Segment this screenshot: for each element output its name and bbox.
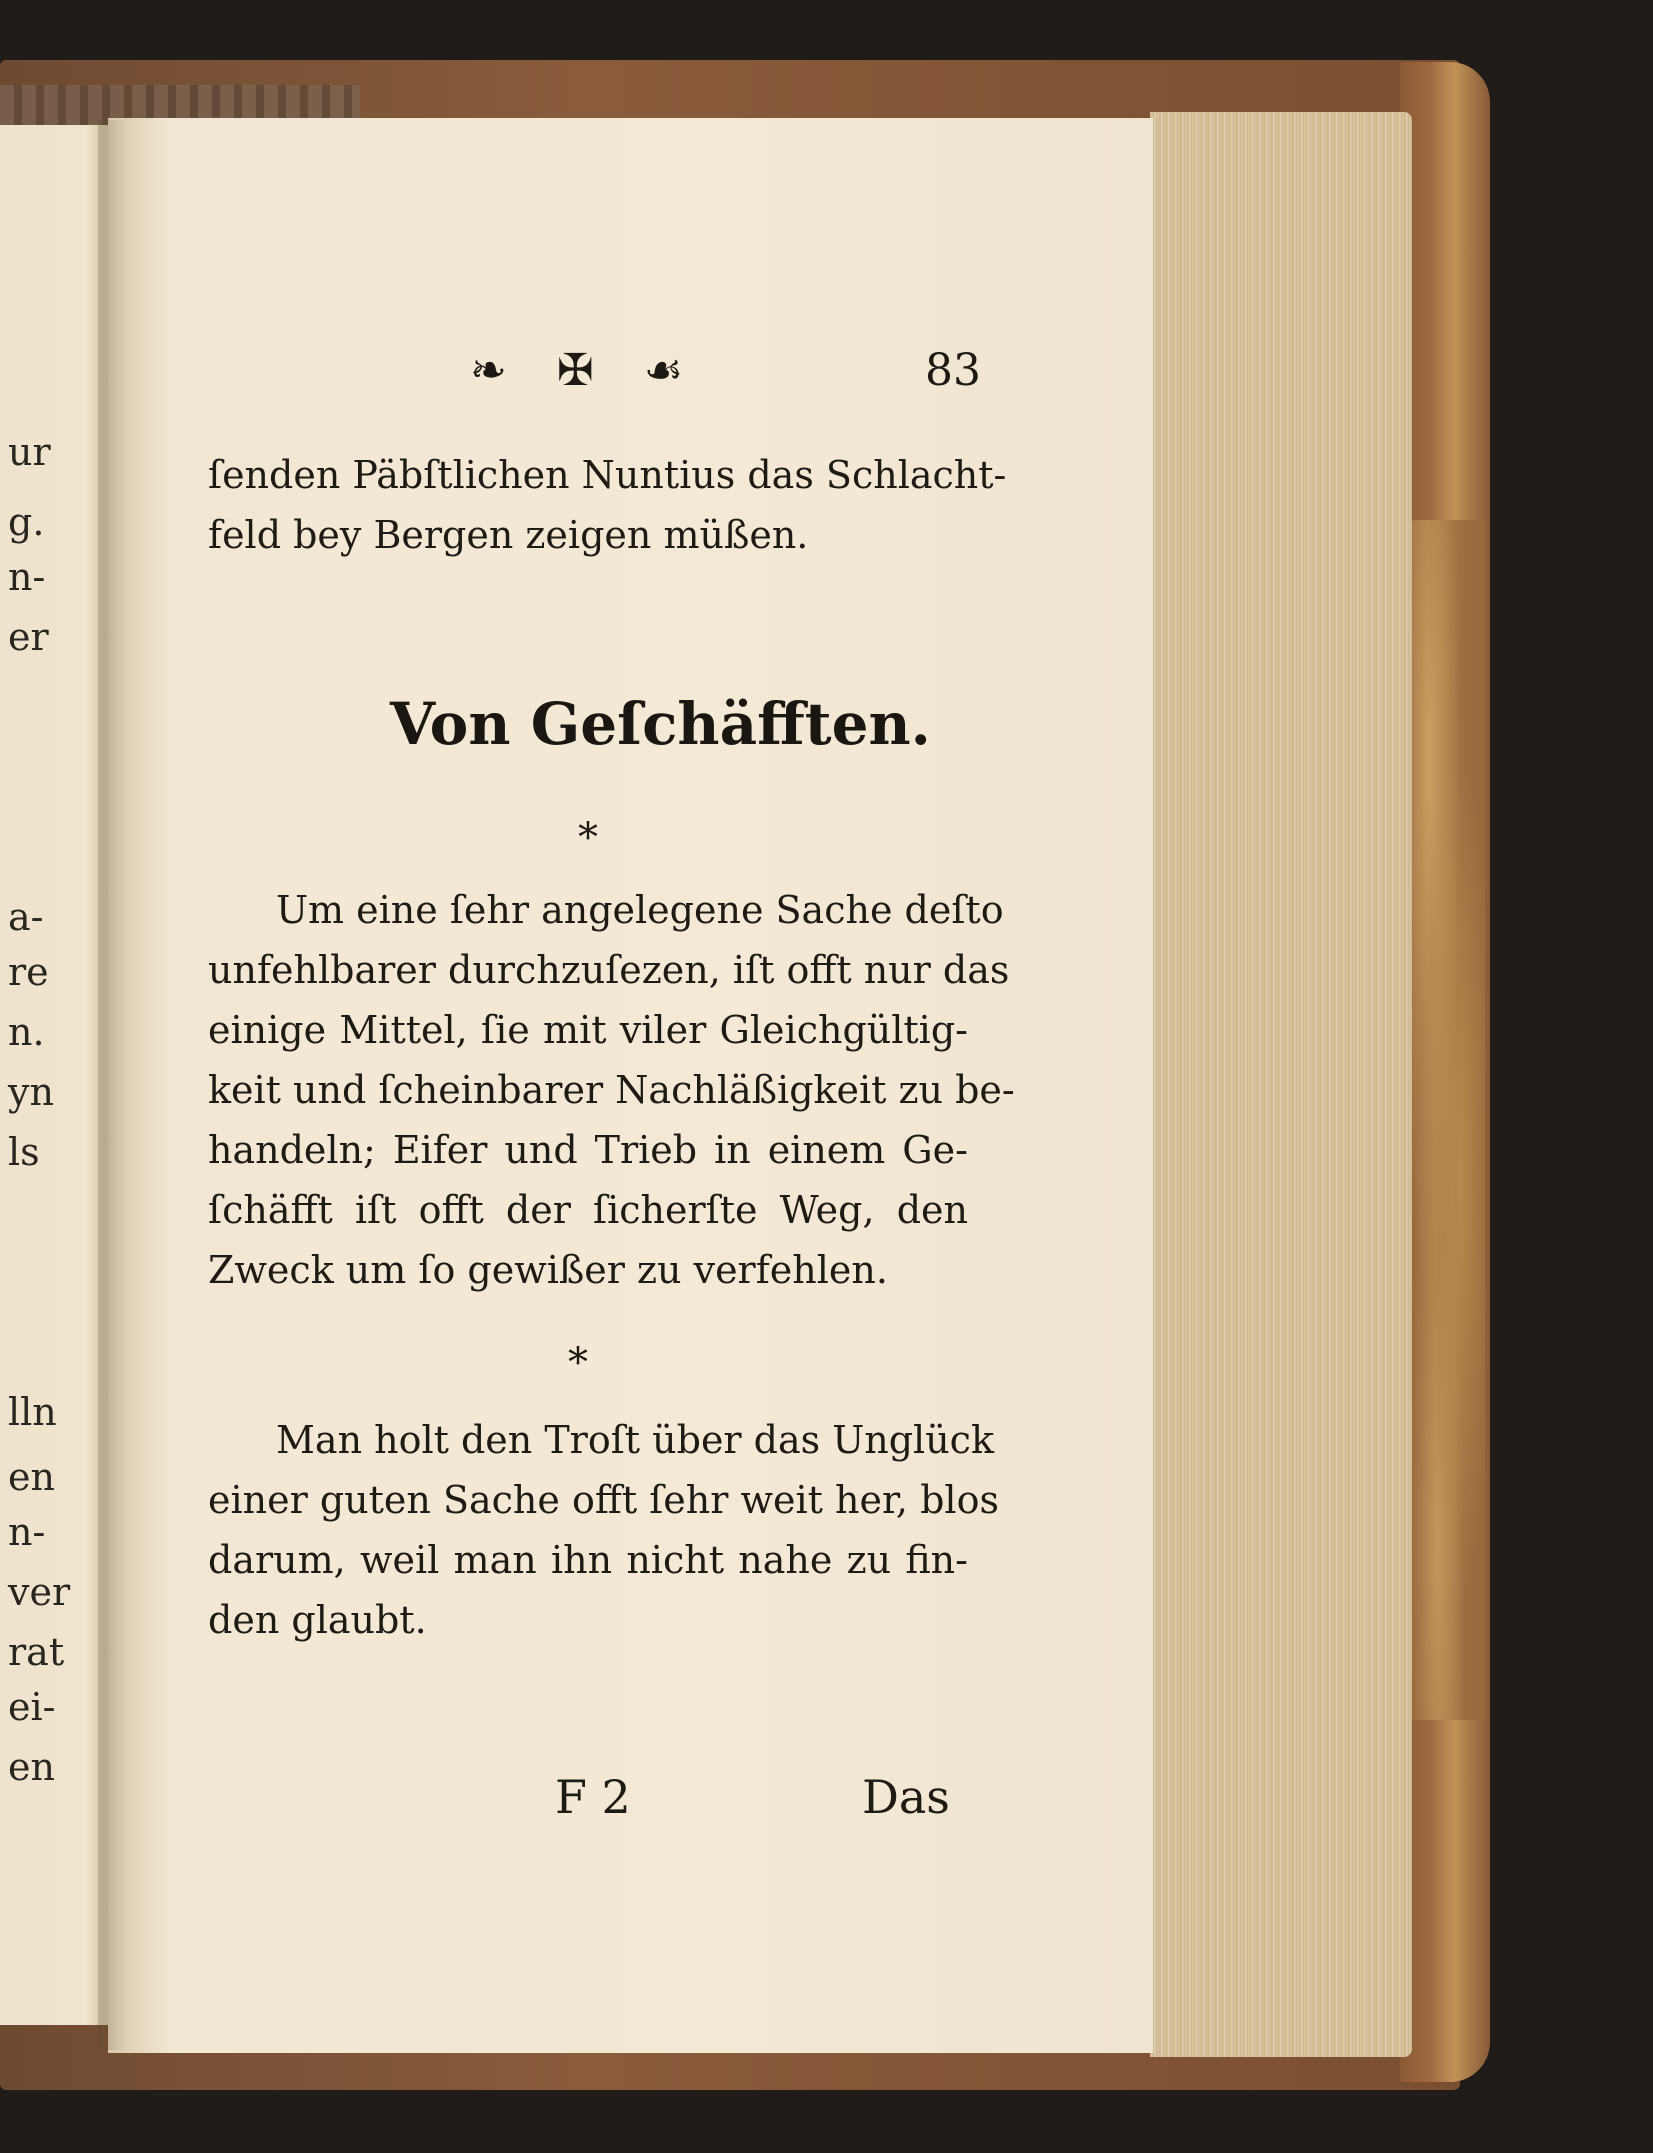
left-page-fragment: ei- xyxy=(8,1685,56,1729)
text-line: Man holt den Troſt über das Unglück xyxy=(276,1418,994,1462)
left-page-fragment: ls xyxy=(8,1130,40,1174)
text-line: den glaubt. xyxy=(208,1598,427,1642)
left-page-fragment: ver xyxy=(8,1570,71,1614)
catchword: Das xyxy=(862,1770,950,1824)
page-edges xyxy=(1150,112,1412,2057)
section-1-paragraph xyxy=(208,880,1015,1300)
marbled-board xyxy=(1405,520,1485,1720)
left-page-fragment: ur xyxy=(8,430,51,474)
text-line: ſenden Päbſtlichen Nuntius das Schlacht- xyxy=(208,453,1007,497)
section-1-asterisk: * xyxy=(578,815,598,861)
section-2-paragraph xyxy=(208,1410,999,1650)
text-line: ſchäfft iſt offt der ſicherſte Weg, den xyxy=(208,1188,968,1232)
text-line: Um eine ſehr angelegene Sache deſto xyxy=(276,888,1004,932)
section-2-asterisk: * xyxy=(568,1340,588,1386)
left-page-fragment: n- xyxy=(8,555,46,599)
page-header xyxy=(470,345,981,405)
text-line: darum, weil man ihn nicht nahe zu fin- xyxy=(208,1538,968,1582)
section-heading: Von Geſchäfften. xyxy=(390,690,931,758)
left-page-fragment: en xyxy=(8,1745,55,1789)
text-line: Zweck um ſo gewißer zu verfehlen. xyxy=(208,1248,888,1292)
gutter-shadow xyxy=(98,120,128,2050)
left-page-fragment: n- xyxy=(8,1510,46,1554)
text-line: einer guten Sache offt ſehr weit her, blos xyxy=(208,1478,999,1522)
page-number: 83 xyxy=(925,345,981,396)
left-page-fragment: yn xyxy=(8,1070,54,1114)
text-line: handeln; Eifer und Trieb in einem Ge- xyxy=(208,1128,968,1172)
left-page-fragment: lln xyxy=(8,1390,57,1434)
header-ornament: ❧ ✠ ☙ xyxy=(470,345,702,396)
left-page-fragment: er xyxy=(8,615,49,659)
text-line: feld bey Bergen zeigen müßen. xyxy=(208,513,809,557)
text-line: einige Mittel, ſie mit viler Gleichgültig- xyxy=(208,1008,968,1052)
left-page-fragment: rat xyxy=(8,1630,65,1674)
text-line: unfehlbarer durchzuſezen, iſt offt nur das xyxy=(208,948,1010,992)
signature-mark: F 2 xyxy=(555,1770,631,1824)
left-page-fragment: a- xyxy=(8,895,44,939)
left-page-fragment: n. xyxy=(8,1010,45,1054)
left-page-fragment: en xyxy=(8,1455,55,1499)
text-line: keit und ſcheinbarer Nachläßigkeit zu be- xyxy=(208,1068,1015,1112)
left-page-fragment: g. xyxy=(8,500,45,544)
continuation-text xyxy=(208,445,1007,565)
left-page-fragment: re xyxy=(8,950,49,994)
